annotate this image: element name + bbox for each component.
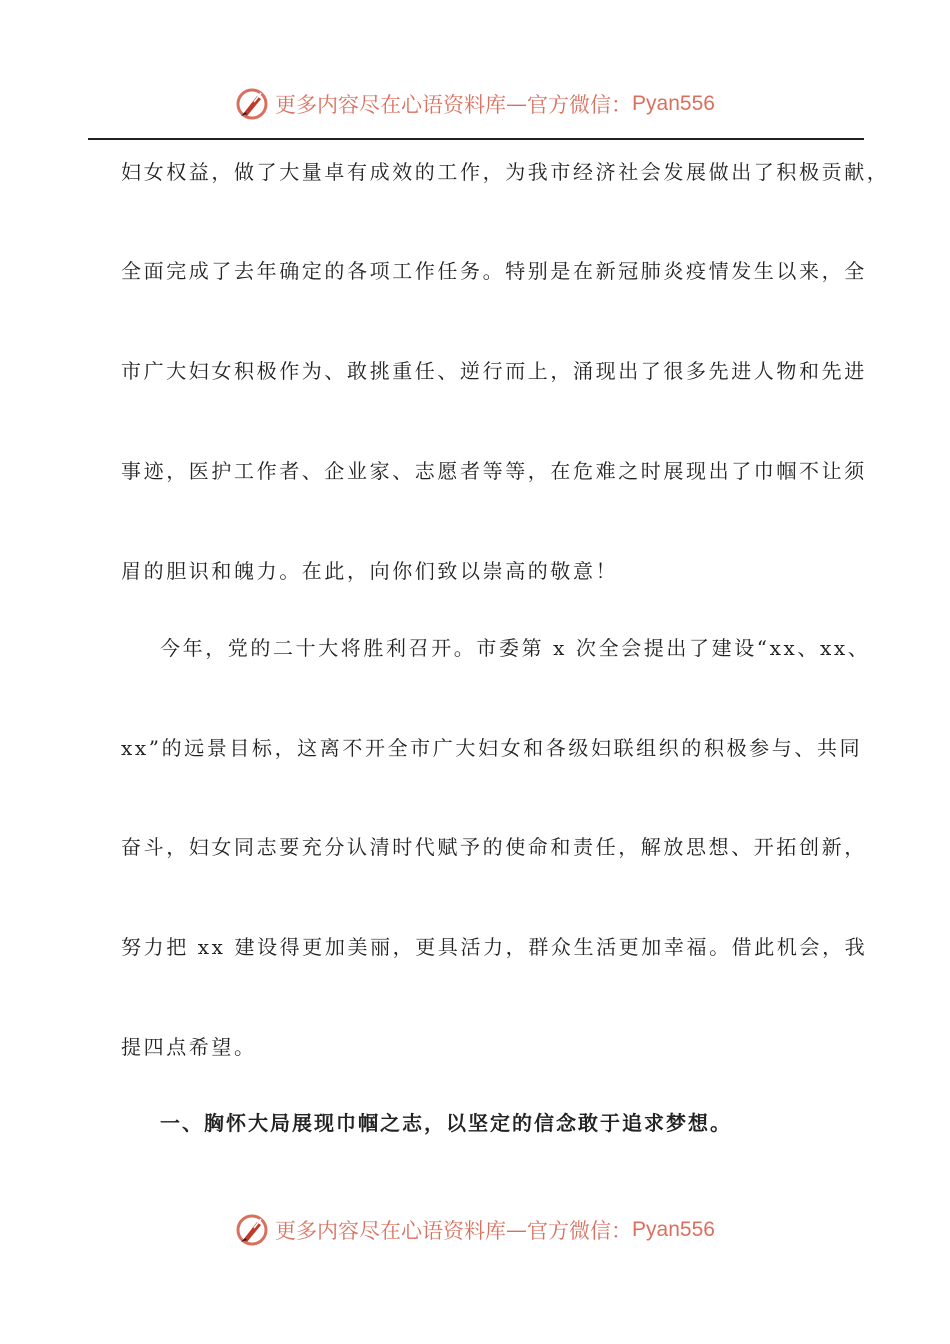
body-line: xx”的远景目标，这离不开全市广大妇女和各级妇联组织的积极参与、共同 <box>121 736 863 760</box>
body-line: 提四点希望。 <box>121 1035 257 1059</box>
header-brand-text: 更多内容尽在心语资料库 <box>275 93 507 117</box>
pen-nib-logo-icon <box>235 1213 269 1247</box>
footer-dash: — <box>506 1218 528 1242</box>
body-line: 事迹，医护工作者、企业家、志愿者等等，在危难之时展现出了巾帼不让须 <box>121 459 867 483</box>
body-line: 眉的胆识和魄力。在此，向你们致以崇高的敬意！ <box>121 559 619 583</box>
body-line: 全面完成了去年确定的各项工作任务。特别是在新冠肺炎疫情发生以来，全 <box>121 259 867 283</box>
pen-nib-logo-icon <box>235 87 269 121</box>
section-heading: 一、胸怀大局展现巾帼之志，以坚定的信念敢于追求梦想。 <box>160 1111 732 1135</box>
footer-wechat-label: 官方微信： <box>527 1219 633 1243</box>
footer-wechat-id: Pyan556 <box>632 1218 715 1241</box>
header-divider <box>88 138 864 140</box>
body-line: 努力把 xx 建设得更加美丽，更具活力，群众生活更加幸福。借此机会，我 <box>121 935 868 959</box>
header-wechat-label: 官方微信： <box>527 93 633 117</box>
body-line: 奋斗，妇女同志要充分认清时代赋予的使命和责任，解放思想、开拓创新， <box>121 835 867 859</box>
footer-brand-text: 更多内容尽在心语资料库 <box>275 1219 507 1243</box>
body-line: 市广大妇女积极作为、敢挑重任、逆行而上，涌现出了很多先进人物和先进 <box>121 359 867 383</box>
header-wechat-id: Pyan556 <box>632 92 715 115</box>
header-banner <box>0 84 950 124</box>
body-line: 妇女权益，做了大量卓有成效的工作，为我市经济社会发展做出了积极贡献， <box>121 160 890 184</box>
footer-banner <box>0 1210 950 1250</box>
header-dash: — <box>506 92 528 116</box>
body-line: 今年，党的二十大将胜利召开。市委第 x 次全会提出了建设“xx、xx、 <box>160 636 871 660</box>
